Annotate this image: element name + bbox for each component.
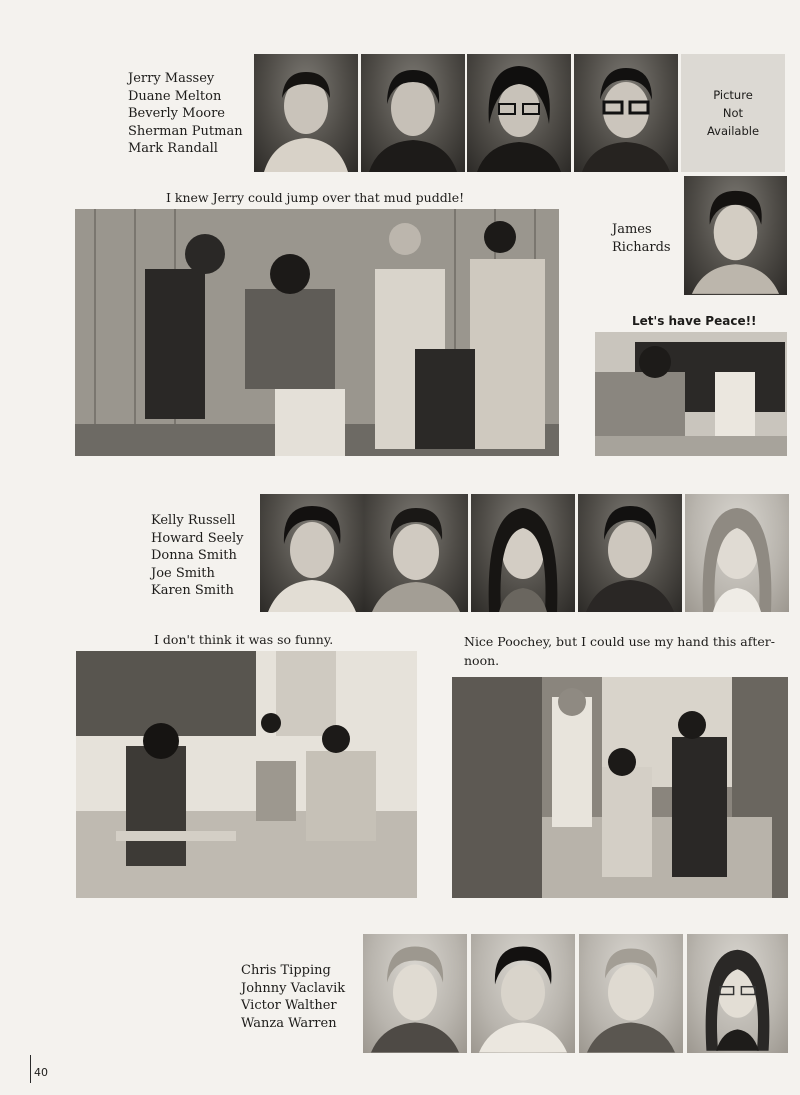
portrait-photo	[467, 54, 571, 172]
candid-photo-peace	[595, 332, 787, 456]
placeholder-text: Available	[706, 124, 760, 138]
student-name: James	[612, 222, 652, 237]
candid-photo-classroom	[76, 651, 417, 898]
student-name: Chris Tipping	[241, 963, 331, 978]
name-list-single	[612, 221, 671, 256]
student-name: Beverly Moore	[128, 106, 226, 121]
photo-caption: I knew Jerry could jump over that mud puddle!	[166, 190, 465, 205]
caption-line: Nice Poochey, but I could use my hand this after-	[464, 634, 775, 649]
student-name: Howard Seely	[151, 530, 244, 546]
portrait-photo	[471, 934, 575, 1053]
portrait-photo	[254, 54, 358, 172]
student-name: Sherman Putman	[128, 123, 243, 139]
name-list-group-3	[241, 962, 345, 1032]
portrait-photo	[363, 934, 467, 1053]
portrait-photo	[684, 176, 787, 295]
student-name: Kelly Russell	[151, 513, 236, 528]
student-name: Duane Melton	[128, 88, 222, 104]
student-name: Mark Randall	[128, 141, 218, 156]
picture-not-available-box	[681, 54, 785, 172]
portrait-photo	[364, 494, 468, 612]
portrait-photo	[260, 494, 364, 612]
portrait-photo	[687, 934, 788, 1053]
caption-line: noon.	[464, 653, 500, 668]
portrait-photo	[579, 934, 683, 1053]
candid-photo-steps	[452, 677, 788, 898]
student-name: Donna Smith	[151, 548, 237, 563]
photo-caption-multiline	[464, 632, 775, 670]
student-name: Karen Smith	[151, 583, 234, 598]
student-name: Johnny Vaclavik	[241, 980, 346, 996]
candid-photo-mud-puddle	[75, 209, 559, 456]
portrait-photo	[578, 494, 682, 612]
portrait-photo	[471, 494, 575, 612]
student-name: Jerry Massey	[128, 71, 215, 86]
page-number: 40	[34, 1066, 48, 1079]
student-name: Wanza Warren	[241, 1015, 337, 1031]
name-list-group-2	[151, 512, 244, 600]
portrait-photo	[574, 54, 678, 172]
portrait-photo	[685, 494, 789, 612]
page-margin-rule	[30, 1055, 31, 1083]
placeholder-text: Not	[722, 106, 744, 120]
student-name: Joe Smith	[151, 565, 215, 581]
placeholder-text: Picture	[713, 88, 753, 102]
student-name: Victor Walther	[241, 998, 337, 1013]
student-name: Richards	[612, 239, 671, 255]
photo-caption: I don't think it was so funny.	[154, 632, 334, 647]
name-list-group-1	[128, 70, 243, 158]
portrait-photo	[361, 54, 465, 172]
photo-caption: Let's have Peace!!	[632, 314, 757, 328]
